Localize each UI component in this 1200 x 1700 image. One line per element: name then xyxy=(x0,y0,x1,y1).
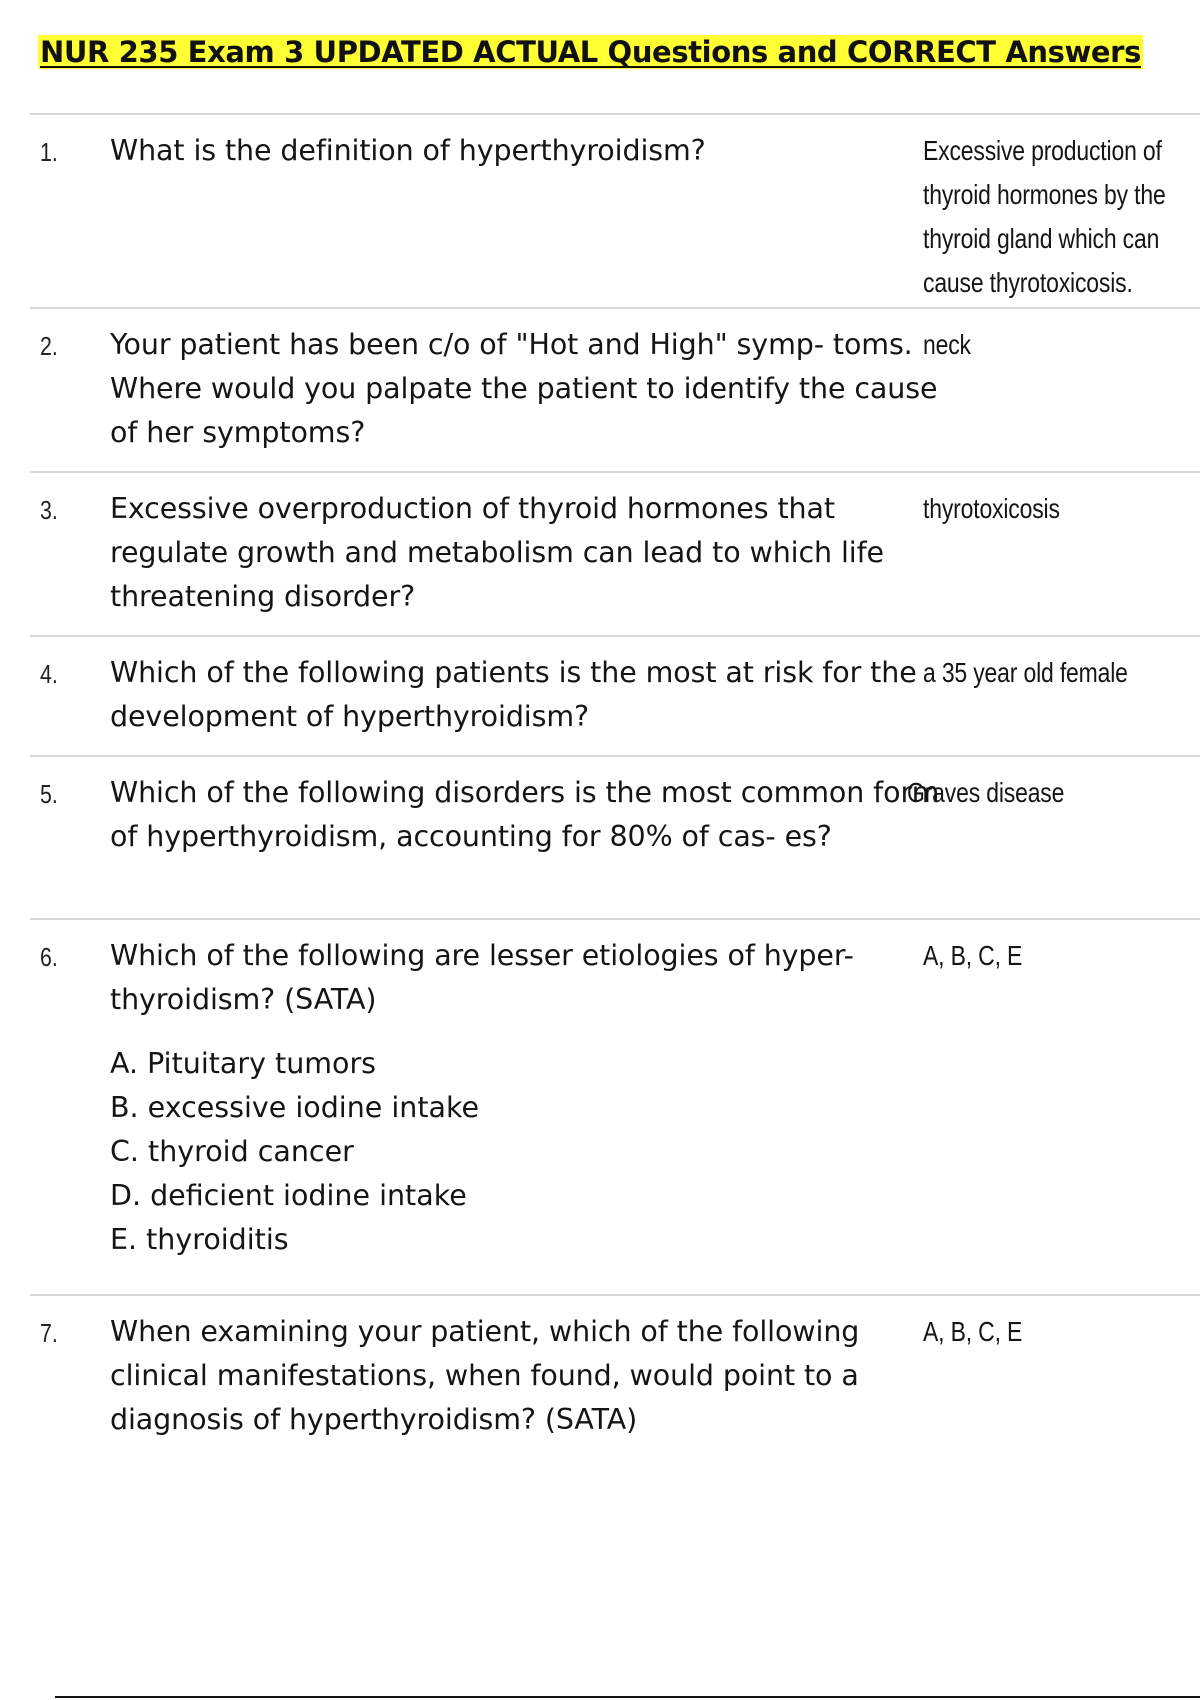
answer-text: a 35 year old female xyxy=(923,657,1128,688)
question-text: When examining your patient, which of the following clinical manifestations, when found, would point to a diagnosis of hyperthyroidism? (SATA) xyxy=(110,1315,860,1436)
question-number: 5. xyxy=(40,779,58,809)
document-title-text: NUR 235 Exam 3 UPDATED ACTUAL Questions and CORRECT Answers xyxy=(40,35,1141,69)
question-text: Which of the following disorders is the most common form of hyperthyroidism, accounting for 80% of cas- es? xyxy=(110,776,940,853)
question-number: 7. xyxy=(40,1318,58,1348)
question-text: Your patient has been c/o of "Hot and High" symp- toms. Where would you palpate the patient to identify the cause of her symptoms? xyxy=(110,328,938,449)
question-list xyxy=(30,113,1200,1484)
question-text: Which of the following are lesser etiologies of hyper- thyroidism? (SATA) xyxy=(110,939,854,1016)
question-text: Which of the following patients is the most at risk for the development of hyperthyroidism? xyxy=(110,656,917,733)
question-text: Excessive overproduction of thyroid hormones that regulate growth and metabolism can lead to which life threatening disorder? xyxy=(110,492,884,613)
option-c: C. thyroid cancer xyxy=(110,1135,354,1168)
question-item-2 xyxy=(30,307,1200,471)
question-number: 3. xyxy=(40,495,58,525)
question-number: 6. xyxy=(40,942,58,972)
answer-text: Excessive production of thyroid hormones by the thyroid gland which can cause thyrotoxicosis. xyxy=(923,135,1166,298)
option-e: E. thyroiditis xyxy=(110,1223,289,1256)
question-number: 2. xyxy=(40,331,58,361)
question-number: 4. xyxy=(40,659,58,689)
option-a: A. Pituitary tumors xyxy=(110,1047,377,1080)
question-item-4 xyxy=(30,635,1200,755)
footer-divider xyxy=(55,1696,1200,1698)
option-d: D. deficient iodine intake xyxy=(110,1179,467,1212)
answer-text: A, B, C, E xyxy=(923,1316,1023,1347)
question-item-6 xyxy=(30,918,1200,1294)
question-item-3 xyxy=(30,471,1200,635)
answer-options xyxy=(110,1042,1200,1262)
question-item-1 xyxy=(30,113,1200,307)
answer-text: Graves disease xyxy=(907,777,1065,808)
question-item-5 xyxy=(30,755,1200,918)
answer-text: thyrotoxicosis xyxy=(923,493,1060,524)
answer-text: A, B, C, E xyxy=(923,940,1023,971)
document-title xyxy=(38,30,1143,74)
question-number: 1. xyxy=(40,137,58,167)
question-text: What is the definition of hyperthyroidism? xyxy=(110,134,706,167)
question-item-7 xyxy=(30,1294,1200,1484)
option-b: B. excessive iodine intake xyxy=(110,1091,480,1124)
answer-text: neck xyxy=(923,329,971,360)
